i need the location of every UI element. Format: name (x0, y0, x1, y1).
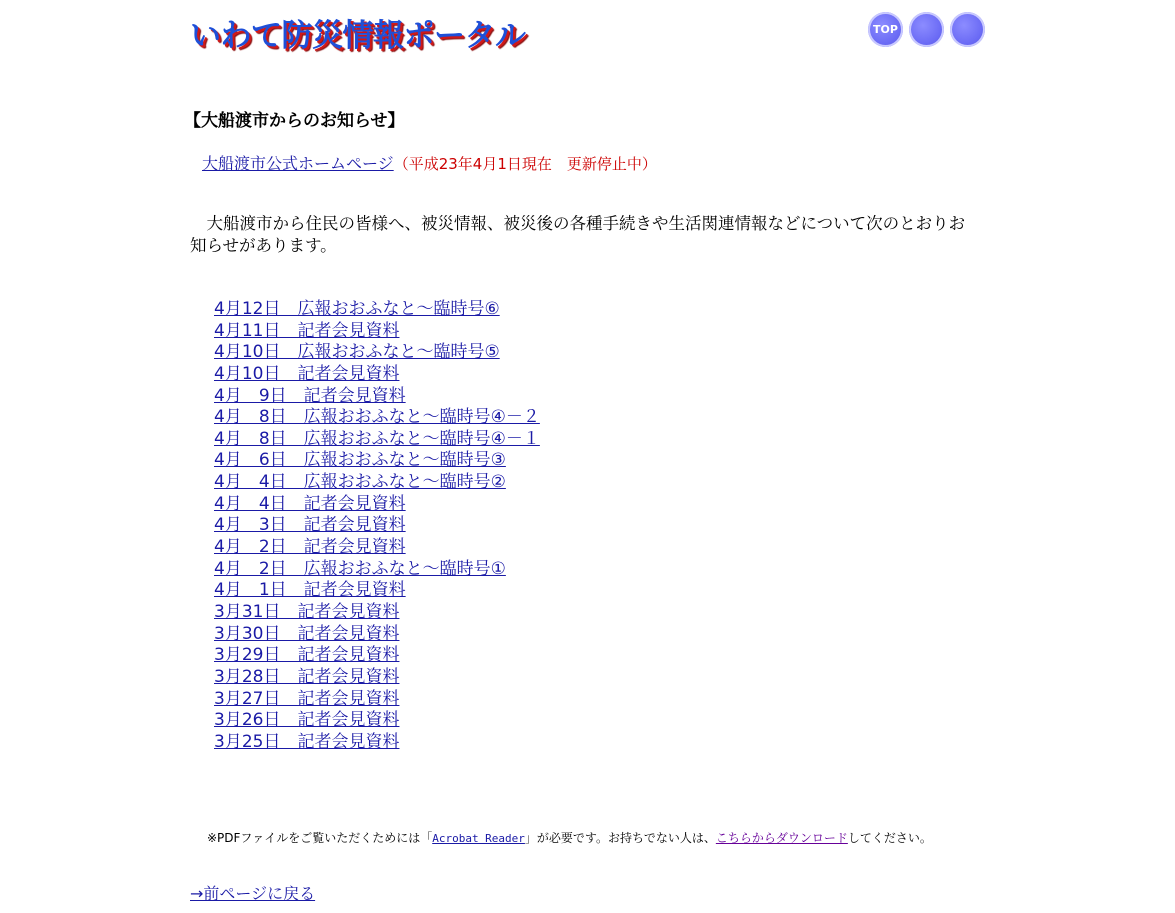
notice-link[interactable]: 4月 8日 広報おおふなと～臨時号④－２ (214, 407, 540, 428)
list-item (214, 494, 540, 516)
list-item (214, 386, 540, 408)
list-item (214, 689, 540, 711)
notice-link[interactable]: 4月 9日 記者会見資料 (214, 385, 406, 406)
list-item (214, 429, 540, 451)
notice-link[interactable]: 3月31日 記者会見資料 (214, 601, 400, 622)
intro-text: 大船渡市から住民の皆様へ、被災情報、被災後の各種手続きや生活関連情報などについて次のとおりお知らせがあります。 (190, 214, 966, 255)
notice-link[interactable]: 3月26日 記者会見資料 (214, 710, 400, 731)
list-item (214, 645, 540, 667)
notice-link[interactable]: 3月30日 記者会見資料 (214, 623, 400, 644)
notice-link[interactable]: 4月 3日 記者会見資料 (214, 515, 406, 536)
notice-link[interactable]: 4月 2日 広報おおふなと～臨時号① (214, 558, 506, 579)
official-homepage-line (202, 151, 657, 174)
list-item (214, 515, 540, 537)
list-item (214, 537, 540, 559)
notice-link[interactable]: 3月29日 記者会見資料 (214, 645, 400, 666)
notice-list (214, 299, 540, 753)
list-item (214, 364, 540, 386)
pdf-note-suffix: してください。 (847, 831, 932, 845)
list-item (214, 710, 540, 732)
notice-link[interactable]: 3月28日 記者会見資料 (214, 666, 400, 687)
list-item (214, 624, 540, 646)
site-title-logo: いわて防災情報ポータル (190, 18, 526, 54)
notice-link[interactable]: 4月 4日 記者会見資料 (214, 493, 406, 514)
list-item (214, 407, 540, 429)
notice-link[interactable]: 4月10日 広報おおふなと～臨時号⑤ (214, 342, 500, 363)
notice-link[interactable]: 3月27日 記者会見資料 (214, 688, 400, 709)
top-nav (868, 12, 985, 47)
official-homepage-note: （平成23年4月1日現在 更新停止中） (393, 155, 657, 173)
back-to-previous-page-link[interactable]: →前ページに戻る (190, 884, 316, 903)
list-item (214, 602, 540, 624)
list-item (214, 667, 540, 689)
list-item (214, 732, 540, 754)
nav-button-3[interactable] (950, 12, 985, 47)
notice-link[interactable]: 4月 4日 広報おおふなと～臨時号② (214, 472, 506, 493)
pdf-note-prefix: ※PDFファイルをご覧いただくためには「 (207, 831, 433, 845)
notice-link[interactable]: 4月 6日 広報おおふなと～臨時号③ (214, 450, 506, 471)
list-item (214, 321, 540, 343)
list-item (214, 472, 540, 494)
nav-top-button[interactable]: TOP (868, 12, 903, 47)
official-homepage-link[interactable]: 大船渡市公式ホームページ (202, 154, 394, 173)
notice-link[interactable]: 4月 2日 記者会見資料 (214, 537, 406, 558)
list-item (214, 559, 540, 581)
list-item (214, 580, 540, 602)
list-item (214, 450, 540, 472)
list-item (214, 342, 540, 364)
pdf-reader-note (207, 829, 932, 846)
notice-link[interactable]: 4月 8日 広報おおふなと～臨時号④－１ (214, 428, 540, 449)
acrobat-reader-link[interactable]: Acrobat Reader (432, 832, 525, 845)
pdf-note-middle: 」が必要です。お持ちでない人は、 (524, 831, 716, 845)
notice-link[interactable]: 4月10日 記者会見資料 (214, 363, 400, 384)
notice-link[interactable]: 4月11日 記者会見資料 (214, 320, 400, 341)
notice-link[interactable]: 4月12日 広報おおふなと～臨時号⑥ (214, 299, 500, 319)
section-heading: 【大船渡市からのお知らせ】 (184, 111, 405, 131)
notice-link[interactable]: 4月 1日 記者会見資料 (214, 580, 406, 601)
download-link[interactable]: こちらからダウンロード (715, 831, 848, 845)
nav-button-2[interactable] (909, 12, 944, 47)
list-item (214, 299, 540, 321)
notice-link[interactable]: 3月25日 記者会見資料 (214, 731, 400, 752)
